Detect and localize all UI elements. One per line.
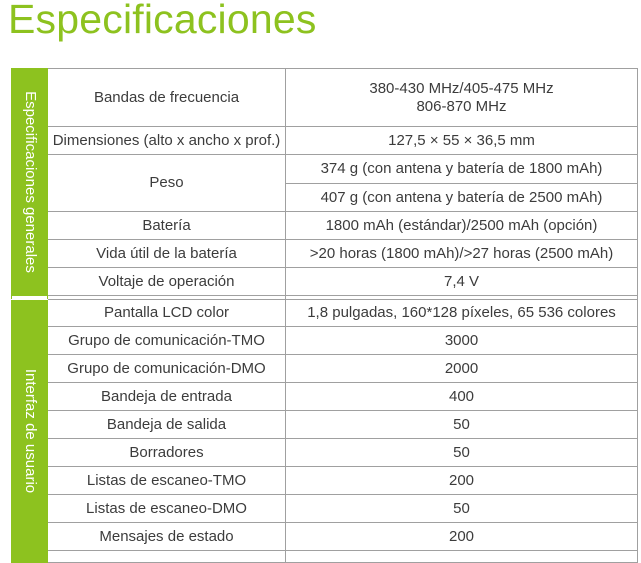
row-value: 3000 — [286, 327, 638, 355]
table-row — [12, 268, 638, 296]
table-row — [12, 69, 638, 127]
row-label: Grupo de comunicación-TMO — [48, 327, 286, 355]
row-value — [286, 551, 638, 563]
row-value: 200 — [286, 523, 638, 551]
row-label: Batería — [48, 212, 286, 240]
row-value — [286, 69, 638, 127]
table-row — [12, 127, 638, 155]
table-row — [12, 155, 638, 184]
row-label — [48, 551, 286, 563]
table-row — [12, 551, 638, 563]
section-category-cell — [12, 300, 48, 563]
row-label: Peso — [48, 155, 286, 212]
section-category-label: Interfaz de usuario — [21, 368, 39, 494]
value-line: 380-430 MHz/405-475 MHz — [369, 79, 554, 97]
row-label: Bandas de frecuencia — [48, 69, 286, 127]
row-label: Listas de escaneo-DMO — [48, 495, 286, 523]
table-row — [12, 467, 638, 495]
section-category-cell — [12, 69, 48, 296]
row-label: Bandeja de entrada — [48, 383, 286, 411]
page-title: Especificaciones — [8, 0, 317, 42]
section-category-label: Especificaciones generales — [21, 91, 39, 273]
row-label: Bandeja de salida — [48, 411, 286, 439]
row-value: 7,4 V — [286, 268, 638, 296]
table-row — [12, 300, 638, 327]
row-label: Dimensiones (alto x ancho x prof.) — [48, 127, 286, 155]
row-label: Grupo de comunicación-DMO — [48, 355, 286, 383]
row-label: Vida útil de la batería — [48, 240, 286, 268]
table-row — [12, 439, 638, 467]
row-value: 1800 mAh (estándar)/2500 mAh (opción) — [286, 212, 638, 240]
table-row — [12, 383, 638, 411]
table-row — [12, 240, 638, 268]
row-label: Borradores — [48, 439, 286, 467]
row-value: 407 g (con antena y batería de 2500 mAh) — [286, 184, 638, 212]
table-row — [12, 355, 638, 383]
table-row — [12, 327, 638, 355]
row-label: Pantalla LCD color — [48, 300, 286, 327]
row-value: 50 — [286, 439, 638, 467]
table-row — [12, 495, 638, 523]
value-line: 806-870 MHz — [416, 97, 507, 115]
row-label: Voltaje de operación — [48, 268, 286, 296]
row-value: 2000 — [286, 355, 638, 383]
row-value: 50 — [286, 411, 638, 439]
row-value: 50 — [286, 495, 638, 523]
row-value: 400 — [286, 383, 638, 411]
row-value: 200 — [286, 467, 638, 495]
row-value: 1,8 pulgadas, 160*128 píxeles, 65 536 colores — [286, 300, 638, 327]
row-value: >20 horas (1800 mAh)/>27 horas (2500 mAh) — [286, 240, 638, 268]
row-value: 127,5 × 55 × 36,5 mm — [286, 127, 638, 155]
row-value: 374 g (con antena y batería de 1800 mAh) — [286, 155, 638, 184]
row-label: Listas de escaneo-TMO — [48, 467, 286, 495]
table-row — [12, 212, 638, 240]
row-label: Mensajes de estado — [48, 523, 286, 551]
table-row — [12, 523, 638, 551]
spec-table — [11, 68, 638, 563]
table-row — [12, 411, 638, 439]
